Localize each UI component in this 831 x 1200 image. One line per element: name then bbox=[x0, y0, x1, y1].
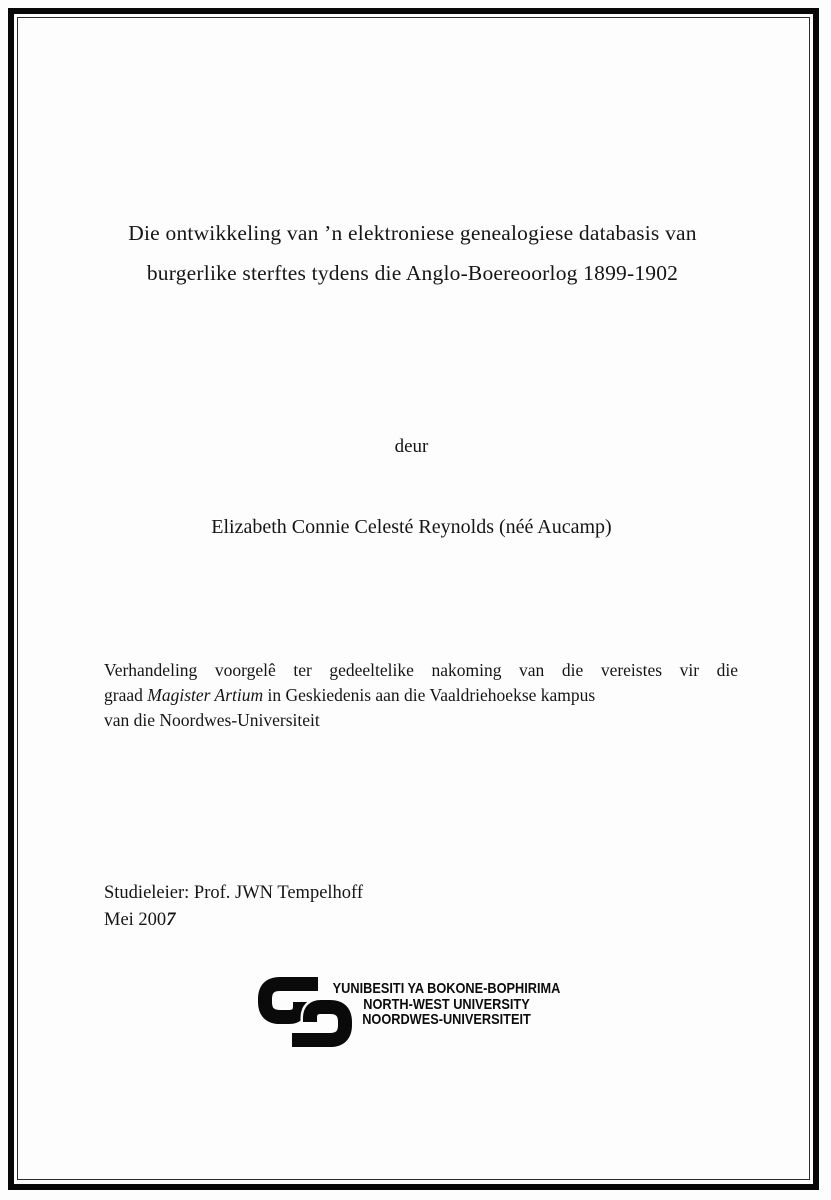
degree-name: Magister Artium bbox=[147, 685, 264, 705]
supervisor-block bbox=[104, 880, 363, 934]
date-line bbox=[104, 907, 363, 934]
logo-wordmark bbox=[319, 981, 574, 1028]
statement-line-2 bbox=[104, 683, 738, 708]
statement-line-1: Verhandeling voorgelê ter gedeeltelike nakoming van die vereistes vir die bbox=[104, 660, 738, 680]
statement-line-2-suffix: in Geskiedenis aan die Vaaldriehoekse kampus bbox=[263, 685, 596, 705]
logo-line-setswana: YUNIBESITI YA BOKONE-BOPHIRIMA bbox=[332, 980, 561, 997]
byline: deur bbox=[394, 436, 429, 457]
supervisor-line: Studieleier: Prof. JWN Tempelhoff bbox=[104, 883, 364, 903]
author-name: Elizabeth Connie Celesté Reynolds (néé Aucamp) bbox=[211, 516, 612, 538]
degree-statement bbox=[104, 658, 738, 733]
statement-line-2-prefix: graad bbox=[104, 685, 148, 705]
logo-line-afrikaans: NOORDWES-UNIVERSITEIT bbox=[362, 1011, 531, 1029]
university-logo bbox=[257, 975, 587, 1055]
statement-line-3: van die Noordwes-Universiteit bbox=[104, 710, 320, 730]
logo-line-english: NORTH-WEST UNIVERSITY bbox=[363, 995, 530, 1013]
date-prefix: Mei 200 bbox=[104, 910, 167, 930]
title-line-2: burgerlike sterftes tydens die Anglo-Boereoorlog 1899-1902 bbox=[146, 261, 679, 285]
date-last-digit: 7 bbox=[166, 910, 176, 930]
title-line-1: Die ontwikkeling van ’n elektroniese genealogiese databasis van bbox=[128, 221, 697, 245]
thesis-title bbox=[52, 213, 773, 293]
